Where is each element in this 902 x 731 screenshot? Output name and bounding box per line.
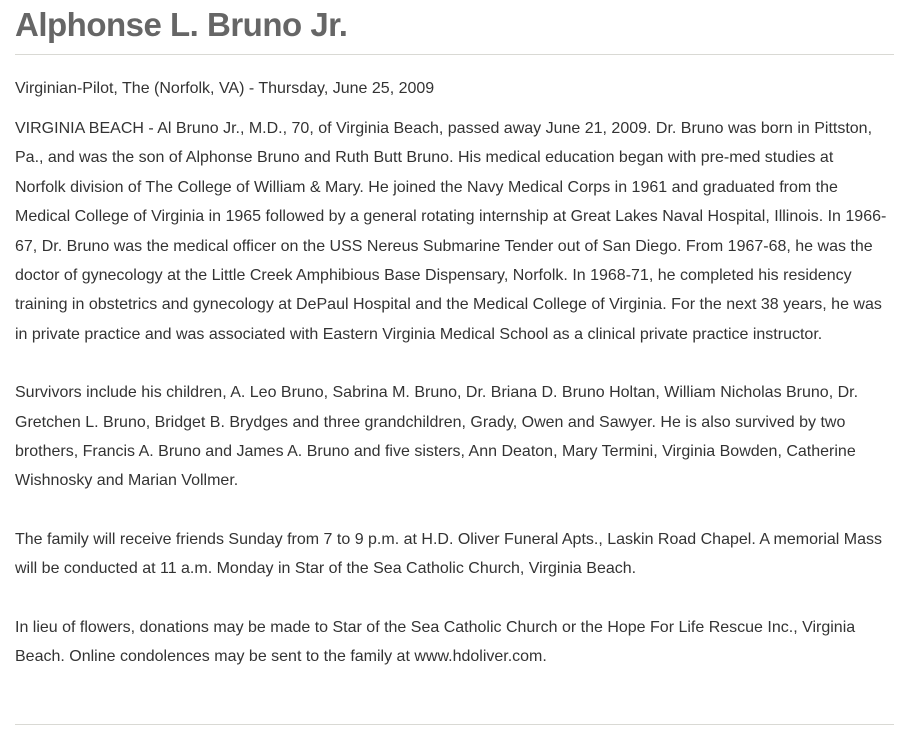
footer-divider	[15, 724, 894, 725]
paragraph-visitation: The family will receive friends Sunday from 7 to 9 p.m. at H.D. Oliver Funeral Apts., Laskin Road Chapel. A memorial Mass will be conducted at 11 a.m. Monday in Star of the Sea Catholic Church, Virginia Beach.	[15, 530, 883, 578]
paragraph-donations: In lieu of flowers, donations may be made to Star of the Sea Catholic Church or the Hope For Life Rescue Inc., Virginia Beach. Online condolences may be sent to the family at www.hdoliver.com.	[15, 618, 856, 666]
source-line: Virginian-Pilot, The (Norfolk, VA) - Thursday, June 25, 2009	[15, 80, 435, 97]
page-title: Alphonse L. Bruno Jr.	[15, 6, 348, 43]
paragraph-biography: VIRGINIA BEACH - Al Bruno Jr., M.D., 70, of Virginia Beach, passed away June 21, 2009. Dr. Bruno was born in Pittston, Pa., and was the son of Alphonse Bruno and Ruth Butt Bruno. His medical education began with pre-med studies at Norfolk division of The College of William & Mary. He joined the Navy Medical Corps in 1961 and graduated from the Medical College of Virginia in 1965 followed by a general rotating internship at Great Lakes Naval Hospital, Illinois. In 1966-67, Dr. Bruno was the medical officer on the USS Nereus Submarine Tender out of San Diego. From 1967-68, he was the doctor of gynecology at the Little Creek Amphibious Base Dispensary, Norfolk. In 1968-71, he completed his residency training in obstetrics and gynecology at DePaul Hospital and the Medical College of Virginia. For the next 38 years, he was in private practice and was associated with Eastern Virginia Medical School as a clinical private practice instructor.	[15, 120, 887, 343]
obituary-body	[15, 114, 894, 672]
paragraph-survivors: Survivors include his children, A. Leo Bruno, Sabrina M. Bruno, Dr. Briana D. Bruno Holtan, William Nicholas Bruno, Dr. Gretchen L. Bruno, Bridget B. Brydges and three grandchildren, Grady, Owen and Sawyer. He is also survived by two brothers, Francis A. Bruno and James A. Bruno and five sisters, Ann Deaton, Mary Termini, Virginia Bowden, Catherine Wishnosky and Marian Vollmer.	[15, 384, 859, 490]
